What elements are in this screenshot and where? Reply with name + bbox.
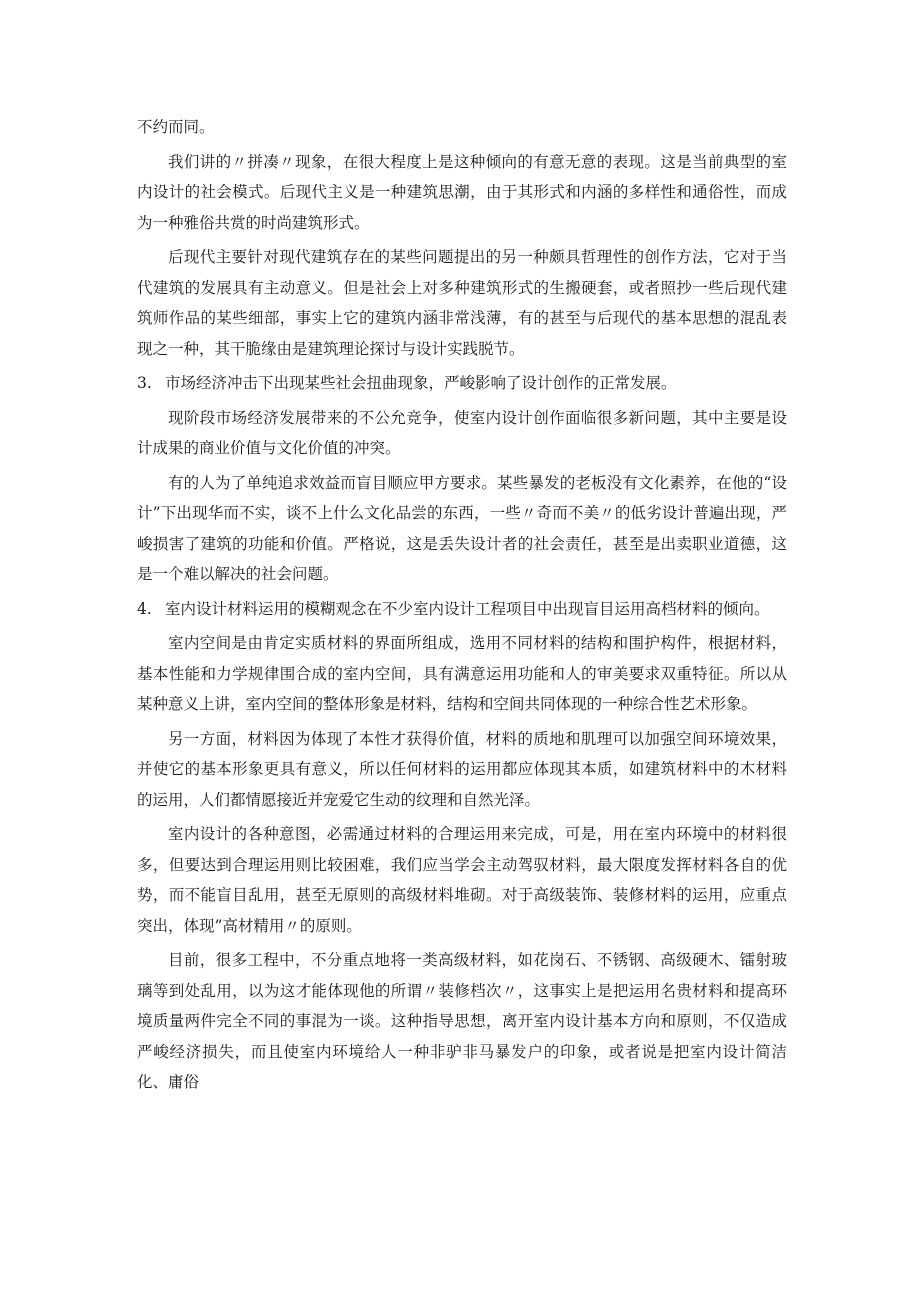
heading-text: 市场经济冲击下出现某些社会扭曲现象，严峻影响了设计创作的正常发展。 bbox=[165, 374, 677, 392]
heading-number: 4. bbox=[137, 599, 152, 618]
paragraph: 室内空间是由肯定实质材料的界面所组成，选用不同材料的结构和围护构件，根据材料，基本性能和力学规律围合成的室内空间，具有满意运用功能和人的审美要求双重特征。所以从某种意义上讲，室内空间的整体形象是材料，结构和空间共同体现的一种综合性艺术形象。 bbox=[137, 634, 787, 713]
numbered-heading bbox=[137, 368, 787, 399]
heading-text: 室内设计材料运用的模糊观念在不少室内设计工程项目中出现盲目运用高档材料的倾向。 bbox=[165, 599, 770, 618]
paragraph: 室内设计的各种意图，必需通过材料的合理运用来完成，可是，用在室内环境中的材料很多，但要达到合理运用则比较困难，我们应当学会主动驾驭材料，最大限度发挥材料各自的优势，而不能盲目乱用，甚至无原则的高级材料堆砌。对于高级装饰、装修材料的运用，应重点突出，体现”高材精用〃的原则。 bbox=[137, 825, 787, 935]
paragraph: 现阶段市场经济发展带来的不公允竞争，使室内设计创作面临很多新问题，其中主要是设计成果的商业价值与文化价值的冲突。 bbox=[137, 408, 787, 457]
paragraph: 有的人为了单纯追求效益而盲目顺应甲方要求。某些暴发的老板没有文化素养，在他的“设计”下出现华而不实，谈不上什么文化品尝的东西，一些〃奇而不美〃的低劣设计普遍出现，严峻损害了建筑的功能和价值。严格说，这是丢失设计者的社会责任，甚至是出卖职业道德，这是一个难以解决的社会问题。 bbox=[137, 473, 787, 583]
heading-number: 3. bbox=[137, 374, 152, 392]
paragraph: 我们讲的〃拼凑〃现象，在很大程度上是这种倾向的有意无意的表现。这是当前典型的室内设计的社会模式。后现代主义是一种建筑思潮，由于其形式和内涵的多样性和通俗性，而成为一种雅俗共赏的时尚建筑形式。 bbox=[137, 152, 787, 232]
document-body bbox=[137, 112, 787, 1102]
numbered-heading bbox=[137, 594, 787, 625]
paragraph: 另一方面，材料因为体现了本性才获得价值，材料的质地和肌理可以加强空间环境效果，并使它的基本形象更具有意义，所以任何材料的运用都应体现其本质，如建筑材料中的木材料的运用，人们都情愿接近并宠爱它生动的纹理和自然光泽。 bbox=[137, 729, 787, 809]
paragraph: 目前，很多工程中，不分重点地将一类高级材料，如花岗石、不锈钢、高级硬木、镭射玻璃等到处乱用，以为这才能体现他的所谓〃装修档次〃，这事实上是把运用名贵材料和提高环境质量两件完全不同的事混为一谈。这种指导思想，离开室内设计基本方向和原则，不仅造成严峻经济损失，而且使室内环境给人一种非驴非马暴发户的印象，或者说是把室内设计简洁化、庸俗 bbox=[137, 951, 787, 1091]
paragraph-continuation: 不约而同。 bbox=[137, 118, 215, 136]
paragraph: 后现代主要针对现代建筑存在的某些问题提出的另一种颇具哲理性的创作方法，它对于当代建筑的发展具有主动意义。但是社会上对多种建筑形式的生搬硬套，或者照抄一些后现代建筑师作品的某些细部，事实上它的建筑内涵非常浅薄，有的甚至与后现代的基本思想的混乱表现之一种，其干脆缘由是建筑理论探讨与设计实践脱节。 bbox=[137, 248, 787, 358]
